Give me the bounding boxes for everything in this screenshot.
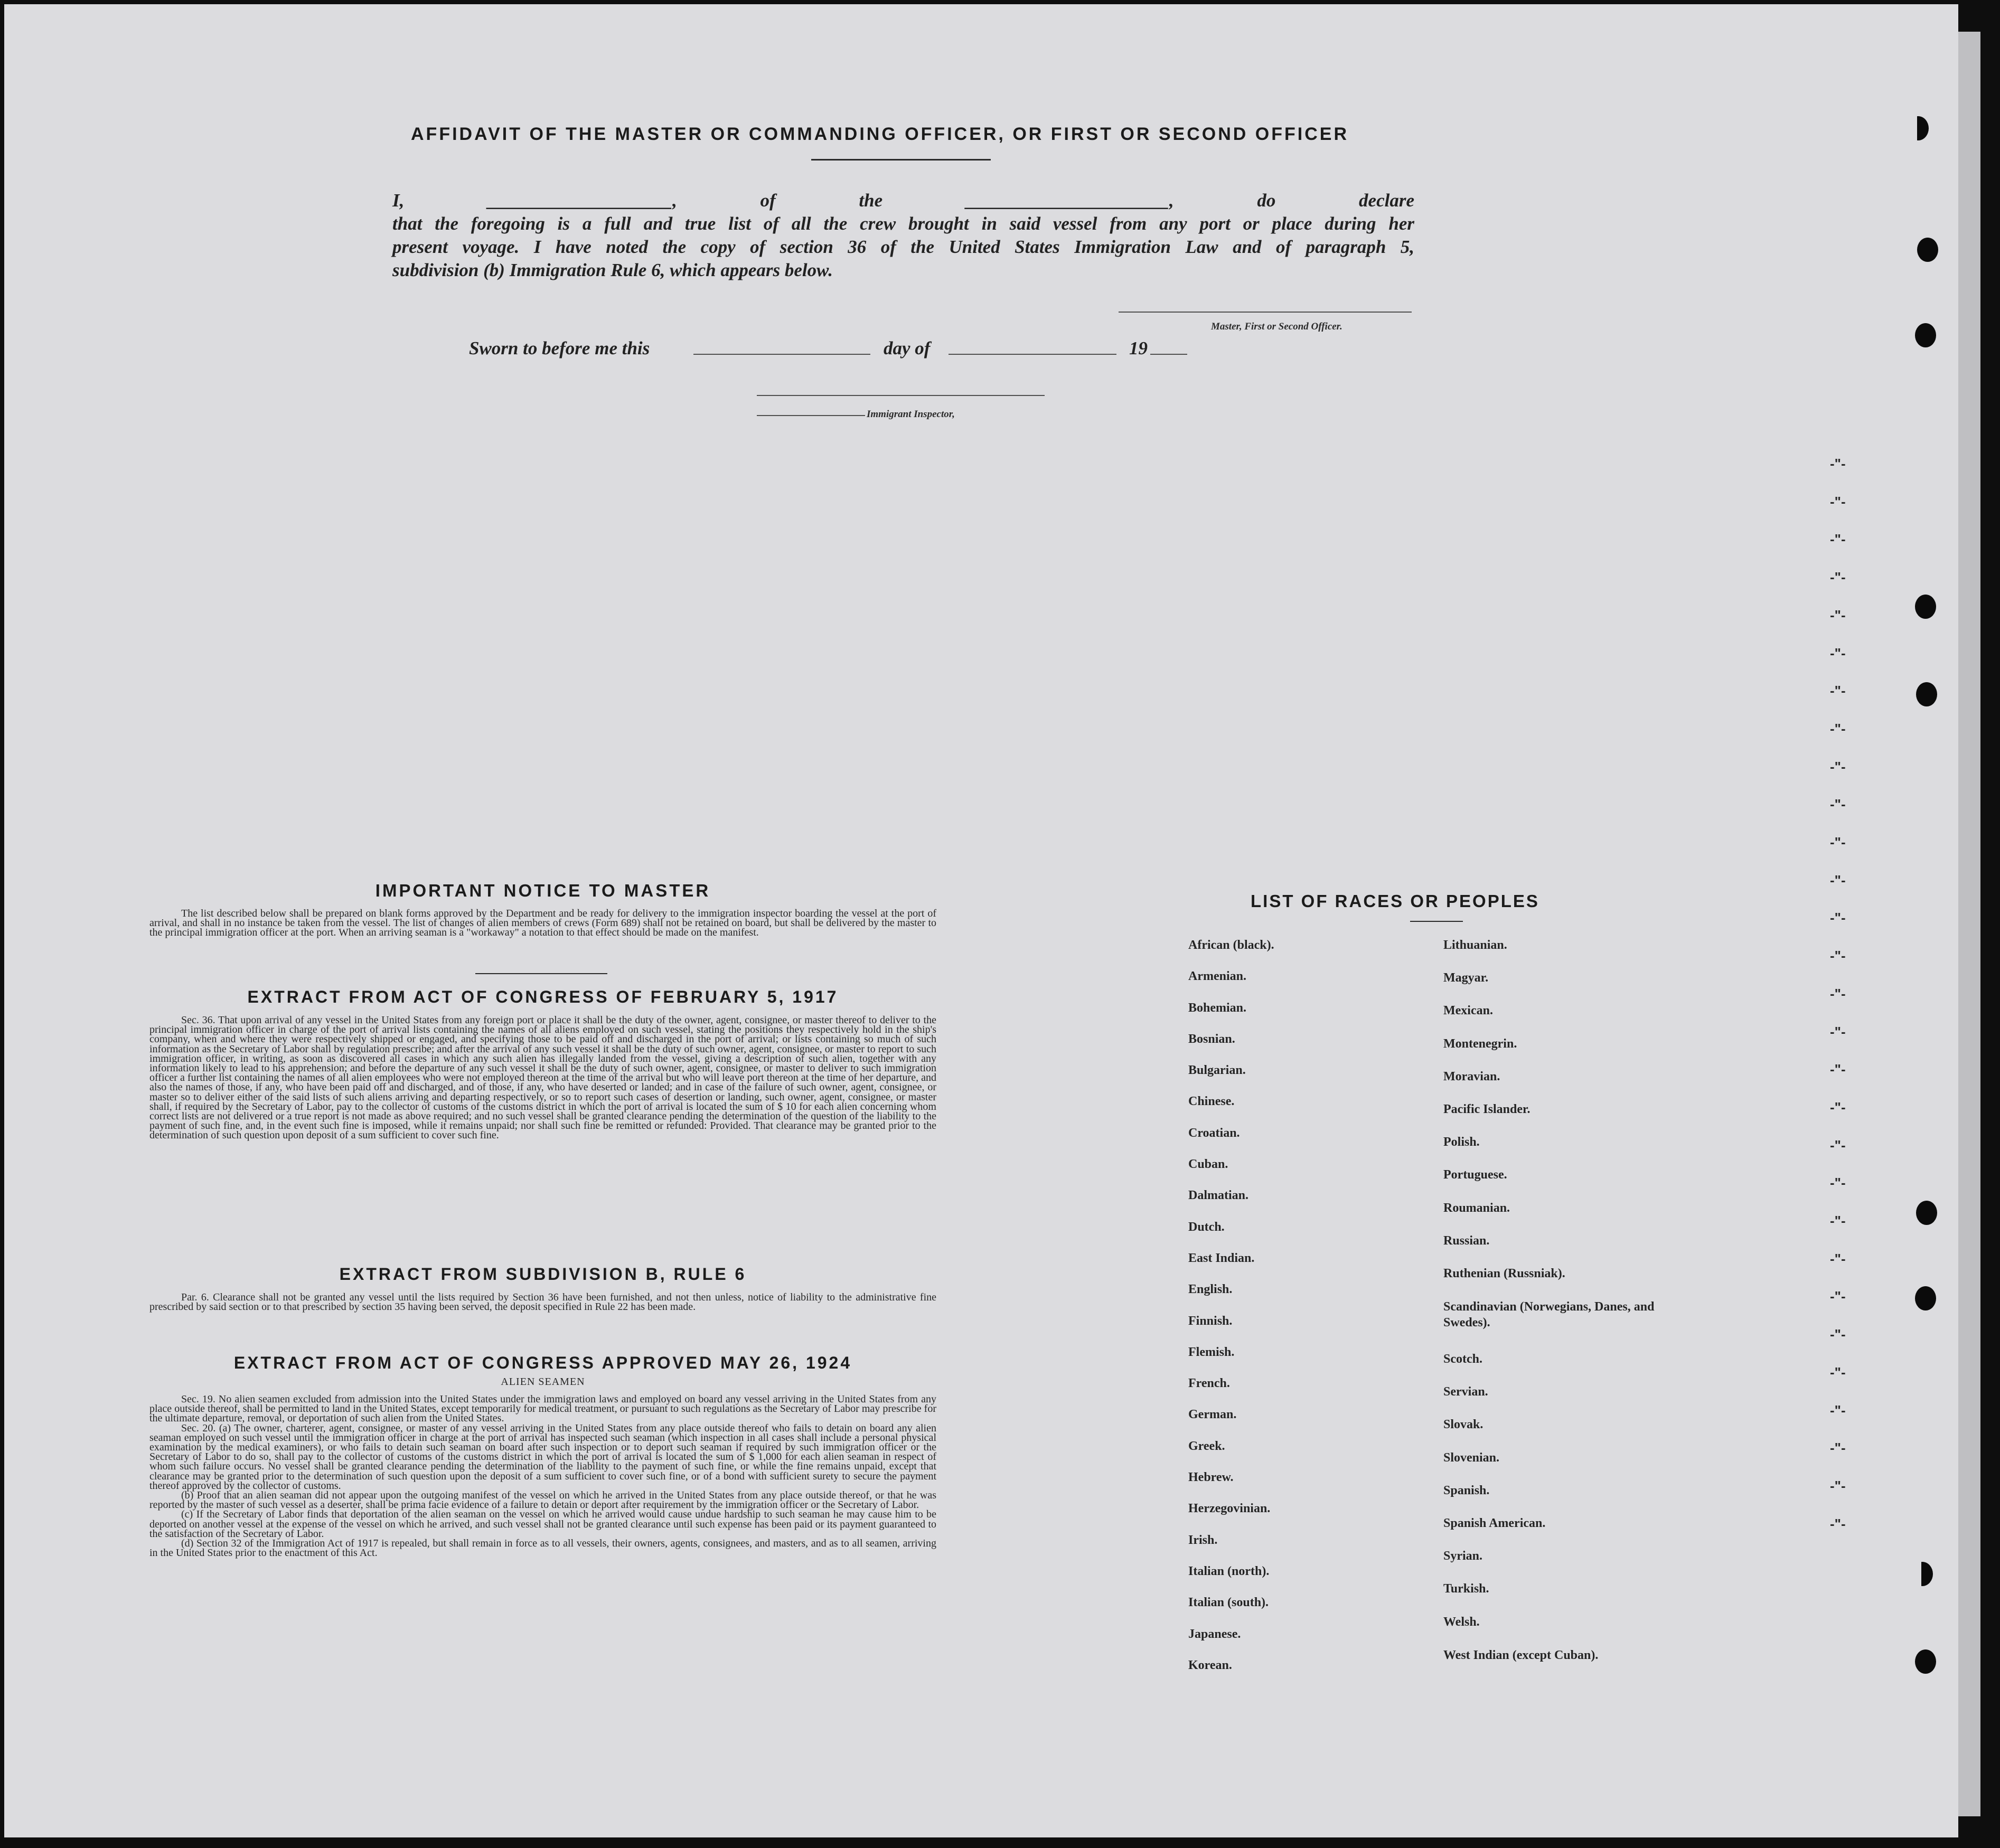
ditto-mark: -"- — [1830, 985, 1846, 1002]
ditto-mark: -"- — [1830, 493, 1846, 510]
ditto-mark: -"- — [1830, 1061, 1846, 1078]
race-item: French. — [1188, 1376, 1230, 1391]
ditto-mark: -"- — [1830, 1213, 1846, 1229]
ditto-mark: -"- — [1830, 948, 1846, 964]
ditto-mark: -"- — [1830, 720, 1846, 737]
ditto-mark: -"- — [1830, 1477, 1846, 1494]
race-item: Lithuanian. — [1443, 938, 1507, 952]
signature-line — [1119, 312, 1412, 313]
race-item: Servian. — [1443, 1385, 1488, 1399]
punch-hole — [1916, 1201, 1937, 1225]
race-item: East Indian. — [1188, 1251, 1255, 1265]
race-item: Japanese. — [1188, 1627, 1241, 1641]
ditto-mark: -"- — [1830, 531, 1846, 548]
punch-hole — [1915, 323, 1936, 347]
race-item: Pacific Islander. — [1443, 1102, 1530, 1116]
declaration-line-2: that the foregoing is a full and true list of all the crew brought in said vessel from any port or place during her — [392, 213, 1414, 234]
ditto-mark: -"- — [1830, 758, 1846, 775]
affidavit-declaration — [392, 189, 1414, 282]
title-underline — [811, 159, 991, 161]
punch-hole — [1915, 595, 1936, 619]
ditto-mark: -"- — [1830, 1175, 1846, 1191]
inspector-label: Immigrant Inspector, — [867, 409, 955, 420]
declaration-line-3: present voyage. I have noted the copy of section 36 of the United States Immigration Law and of paragraph 5, — [392, 237, 1414, 257]
notice-divider — [475, 973, 607, 974]
extract-1924-para-1: Sec. 19. No alien seamen excluded from admission into the United States under the immigration laws and employed on board any vessel arriving in the United States from any place outside thereof, shall be permitted to land in the United States, except temporarily for medical treatment, or pursuant to such regulations as the Secretary of Labor may prescribe for the ultimate departure, removal, or deportation of such alien from the United States. — [149, 1393, 936, 1425]
race-item: Syrian. — [1443, 1549, 1483, 1563]
punch-hole — [1912, 1562, 1933, 1586]
races-left-column — [1188, 938, 1274, 1689]
race-item: Polish. — [1443, 1135, 1480, 1149]
extract-1917-text — [149, 1015, 936, 1140]
race-item: Bohemian. — [1188, 1001, 1247, 1015]
race-item: Dutch. — [1188, 1220, 1225, 1234]
extract-1917-paragraph: Sec. 36. That upon arrival of any vessel in the United States from any foreign port or place it shall be the duty of the owner, agent, consignee, or master thereof to deliver to the principal immigration officer in charge of the port of arrival lists containing the names of all aliens employed on such vessel, stating the positions they respectively hold in the ship's company, when and where they were respectively shipped or engaged, and specifying those to be paid off and discharged in the port of arrival; or lists containing so much of such information as the Secretary of Labor shall by regulation prescribe; and after the arrival of any such vessel it shall be the duty of such owner, agent, consignee, or master to report to such immigration officer, in writing, as soon as discovered all cases in which any such alien has illegally landed from the vessel, giving a description of such alien, together with any information likely to lead to his apprehension; and before the departure of any such vessel it shall be the duty of such owner, agent, consignee, or master to deliver to such immigration officer a further list containing the names of all alien employees who were not employed thereon at the time of the arrival but who will leave port thereon at the time of her departure, and also the names of those, if any, who have been paid off and discharged, and of those, if any, who have deserted or landed; and in case of the failure of such owner, agent, consignee, or master so to deliver either of the said lists of such aliens arriving and departing respectively, or so to report such cases of desertion or landing, such owner, agent, consignee, or master shall, if required by the Secretary of Labor, pay to the collector of customs of the customs district in which the port of arrival is located the sum of $ 10 for each alien concerning whom correct lists are not delivered or a true report is not made as above required; and no such vessel shall be granted clearance pending the determination of the question of the liability to the payment of such fine, and, in the event such fine is imposed, while it remains unpaid; nor shall such fine be remitted or refunded: Provided. That clearance may be granted prior to the determination of such question upon deposit of a sum sufficient to cover such fine. — [149, 1014, 936, 1142]
extract-1924-subtitle: ALIEN SEAMEN — [501, 1376, 585, 1388]
affidavit-title: AFFIDAVIT OF THE MASTER OR COMMANDING OFFICER, OR FIRST OR SECOND OFFICER — [411, 124, 1349, 144]
sworn-year-label: 19 — [1129, 338, 1148, 359]
manifest-sheet — [4, 4, 1958, 1837]
race-item: English. — [1188, 1283, 1233, 1297]
race-item: Korean. — [1188, 1658, 1232, 1672]
ditto-mark: -"- — [1830, 1440, 1846, 1456]
punch-hole — [1916, 682, 1937, 706]
race-item: Italian (south). — [1188, 1596, 1269, 1610]
signature-label: Master, First or Second Officer. — [1211, 321, 1342, 332]
race-item: Herzegovinian. — [1188, 1502, 1271, 1516]
sworn-day-line — [693, 354, 870, 355]
races-title-underline — [1410, 921, 1463, 922]
sworn-year-line — [1150, 354, 1187, 355]
race-item: Dalmatian. — [1188, 1189, 1248, 1203]
extract-1924-title: EXTRACT FROM ACT OF CONGRESS APPROVED MAY 26, 1924 — [233, 1353, 852, 1372]
ditto-mark: -"- — [1830, 683, 1846, 699]
extract-rule6-title: EXTRACT FROM SUBDIVISION B, RULE 6 — [339, 1265, 747, 1284]
extract-1917-title: EXTRACT FROM ACT OF CONGRESS OF FEBRUARY 5, 1917 — [247, 987, 839, 1006]
race-item: German. — [1188, 1408, 1237, 1422]
race-item: Greek. — [1188, 1439, 1225, 1453]
extract-1924-para-5: (d) Section 32 of the Immigration Act of 1917 is repealed, but shall remain in force as to all vessels, their owners, agents, consignees, and masters, and as to all seamen, arriving in the United States prior to the enactment of this Act. — [149, 1538, 936, 1559]
punch-hole — [1915, 1649, 1936, 1674]
ditto-mark: -"- — [1830, 1023, 1846, 1040]
race-item: Slovenian. — [1443, 1450, 1500, 1465]
race-item: Bosnian. — [1188, 1032, 1235, 1046]
race-item: Irish. — [1188, 1533, 1218, 1547]
race-item: Moravian. — [1443, 1069, 1500, 1083]
ditto-mark: -"- — [1830, 569, 1846, 586]
punch-hole — [1908, 116, 1929, 140]
extract-1924-text — [149, 1394, 936, 1558]
race-item: Scotch. — [1443, 1352, 1482, 1366]
ditto-mark: -"- — [1830, 1250, 1846, 1267]
ditto-mark: -"- — [1830, 607, 1846, 623]
race-item: Armenian. — [1188, 969, 1246, 984]
sworn-prefix: Sworn to before me this — [469, 338, 650, 359]
race-item: Spanish American. — [1443, 1516, 1546, 1530]
race-item: Russian. — [1443, 1233, 1490, 1248]
race-item: Turkish. — [1443, 1582, 1489, 1596]
ditto-mark: -"- — [1830, 456, 1846, 472]
race-item: Croatian. — [1188, 1126, 1240, 1140]
ditto-mark: -"- — [1830, 1402, 1846, 1418]
ditto-mark: -"- — [1830, 1364, 1846, 1380]
extract-rule6-text — [149, 1293, 936, 1312]
punch-hole — [1915, 1286, 1936, 1310]
notice-title: IMPORTANT NOTICE TO MASTER — [375, 881, 711, 900]
race-item: Chinese. — [1188, 1095, 1235, 1109]
bleed-through-header — [147, 83, 1626, 105]
inspector-line-1 — [757, 395, 1045, 396]
extract-rule6-paragraph: Par. 6. Clearance shall not be granted any vessel until the lists required by Section 36 have been furnished, and not then unless, notice of liability to the administrative fine prescribed by said section or to that prescribed by section 35 having been served, the deposit specified in Rule 22 has been made. — [149, 1291, 936, 1313]
race-item: Welsh. — [1443, 1615, 1480, 1629]
sworn-month-line — [949, 354, 1116, 355]
punch-hole — [1917, 238, 1938, 262]
ditto-mark: -"- — [1830, 1288, 1846, 1305]
notice-text — [149, 909, 936, 938]
race-item: Italian (north). — [1188, 1564, 1270, 1578]
race-item: West Indian (except Cuban). — [1443, 1648, 1599, 1662]
race-item: Roumanian. — [1443, 1201, 1510, 1215]
race-item: African (black). — [1188, 938, 1274, 952]
races-right-column — [1443, 938, 1655, 1684]
race-item: Slovak. — [1443, 1418, 1483, 1432]
ditto-mark: -"- — [1830, 1515, 1846, 1532]
ditto-mark: -"- — [1830, 1326, 1846, 1343]
race-item: Flemish. — [1188, 1345, 1235, 1359]
ditto-mark: -"- — [1830, 796, 1846, 813]
extract-1924-para-4: (c) If the Secretary of Labor finds that deportation of the alien seaman on the vessel on which he arrived would cause undue hardship to such seaman he may cause him to be deported on another vessel at the expense of the vessel on which he arrived, and such vessel shall not be granted clearance until such expense has been paid or its payment guaranteed to the satisfaction of the Secretary of Labor. — [149, 1508, 936, 1540]
declaration-line-4: subdivision (b) Immigration Rule 6, which appears below. — [392, 260, 833, 280]
race-item: Hebrew. — [1188, 1470, 1234, 1485]
ditto-mark: -"- — [1830, 910, 1846, 926]
race-item: Cuban. — [1188, 1157, 1228, 1172]
races-title: LIST OF RACES OR PEOPLES — [1251, 891, 1539, 911]
race-item: Finnish. — [1188, 1314, 1233, 1328]
race-item: Spanish. — [1443, 1483, 1490, 1497]
extract-1924-para-2: Sec. 20. (a) The owner, charterer, agent, consignee, or master of any vessel arriving in the United States from any place outside thereof who fails to detain on board any alien seaman employed on such vessel until the immigration officer in charge at the port of arrival has inspected such seaman (which inspection in all cases shall include a personal physical examination by the medical examiners), or who fails to detain such seaman on board after such inspection or to deport such seaman if required by such immigration officer or the Secretary of Labor to do so, shall pay to the collector of customs of the customs district in which the port of arrival is located the sum of $ 1,000 for each alien seaman in respect of whom such failure occurs. No vessel shall be granted clearance pending the determination of the liability to the payment of such fine, or while the fine remains unpaid, except that clearance may be granted prior to the determination of such question upon the deposit of a sum sufficient to cover such fine, or of a bond with sufficient surety to secure the payment thereof approved by the collector of customs. — [149, 1422, 936, 1492]
ditto-mark: -"- — [1830, 872, 1846, 888]
race-item: Scandinavian (Norwegians, Danes, and Swedes). — [1443, 1300, 1655, 1330]
ditto-mark: -"- — [1830, 1137, 1846, 1153]
declaration-line-1: I, ____________________, of the ______________________, do declare — [392, 190, 1414, 211]
ditto-mark: -"- — [1830, 1099, 1846, 1115]
extract-1924-para-3: (b) Proof that an alien seaman did not appear upon the outgoing manifest of the vessel on which he arrived in the United States from any place outside thereof, or that he was reported by the master of such vessel as a deserter, shall be prima facie evidence of a failure to detain or deport after requirement by the immigration officer or the Secretary of Labor. — [149, 1489, 936, 1511]
race-item: Ruthenian (Russniak). — [1443, 1266, 1565, 1280]
inspector-line-2 — [757, 415, 865, 416]
race-item: Bulgarian. — [1188, 1063, 1246, 1078]
race-item: Mexican. — [1443, 1004, 1493, 1018]
race-item: Portuguese. — [1443, 1168, 1507, 1182]
ditto-mark: -"- — [1830, 834, 1846, 850]
race-item: Magyar. — [1443, 971, 1489, 985]
notice-paragraph: The list described below shall be prepared on blank forms approved by the Department and be ready for delivery to the immigration inspector boarding the vessel at the port of arrival, and shall in no instance be taken from the vessel. The list of changes of alien members of crews (Form 689) shall not be retained on board, but shall be delivered by the master to the principal immigration officer at the port. When an arriving seaman is a "workaway" a notation to that effect should be made on the manifest. — [149, 908, 936, 939]
ditto-mark: -"- — [1830, 645, 1846, 661]
race-item: Montenegrin. — [1443, 1036, 1517, 1051]
sworn-day-label: day of — [884, 338, 931, 359]
